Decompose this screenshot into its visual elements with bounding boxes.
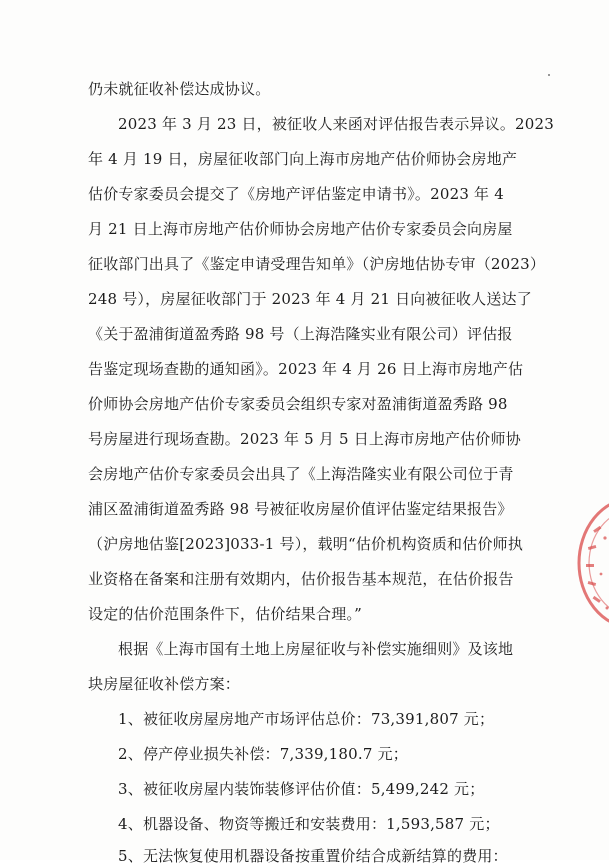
text-line-9: 告鉴定现场查勘的通知函》。2023 年 4 月 26 日上海市房地产估 (88, 360, 524, 378)
text-line-11: 号房屋进行现场查勘。2023 年 5 月 5 日上海市房地产估价师协 (88, 430, 521, 448)
text-line-2: 2023 年 3 月 23 日，被征收人来函对评估报告表示异议。2023 (118, 115, 555, 133)
list-item-4: 4、机器设备、物资等搬迁和安装费用：1,593,587 元； (118, 815, 500, 833)
text-line-4: 估价专家委员会提交了《房地产评估鉴定申请书》。2023 年 4 (88, 185, 504, 203)
list-item-3: 3、被征收房屋内装饰装修评估价值：5,499,242 元； (118, 780, 485, 798)
text-line-16: 设定的估价范围条件下，估价结果合理。” (88, 605, 362, 623)
text-line-10: 价师协会房地产估价专家委员会组织专家对盈浦街道盈秀路 98 (88, 395, 508, 413)
text-line-17: 根据《上海市国有土地上房屋征收与补偿实施细则》及该地 (118, 640, 514, 658)
text-line-13: 浦区盈浦街道盈秀路 98 号被征收房屋价值评估鉴定结果报告》 (88, 500, 513, 518)
text-line-1: 仍未就征收补偿达成协议。 (88, 80, 271, 98)
text-line-6: 征收部门出具了《鉴定申请受理告知单》（沪房地估协专审（2023） (88, 255, 546, 273)
list-item-1: 1、被征收房屋房地产市场评估总价：73,391,807 元； (118, 710, 495, 728)
seal-stamp-icon (571, 488, 609, 638)
list-item-5: 5、无法恢复使用机器设备按重置价结合成新结算的费用： (118, 847, 508, 865)
text-line-12: 会房地产估价专家委员会出具了《上海浩隆实业有限公司位于青 (88, 465, 514, 483)
text-line-3: 年 4 月 19 日，房屋征收部门向上海市房地产估价师协会房地产 (88, 150, 518, 168)
text-line-15: 业资格在备案和注册有效期内，估价报告基本规范，在估价报告 (88, 570, 514, 588)
list-item-2: 2、停产停业损失补偿：7,339,180.7 元； (118, 745, 408, 763)
text-line-14: （沪房地估鉴[2023]033-1 号），载明“估价机构资质和估价师执 (88, 535, 524, 553)
text-line-18: 块房屋征收补偿方案： (88, 675, 241, 693)
text-line-7: 248 号），房屋征收部门于 2023 年 4 月 21 日向被征收人送达了 (88, 290, 532, 308)
scan-speck (548, 74, 550, 76)
text-line-8: 《关于盈浦街道盈秀路 98 号（上海浩隆实业有限公司）评估报 (88, 325, 513, 343)
text-line-5: 月 21 日上海市房地产估价师协会房地产估价专家委员会向房屋 (88, 220, 513, 238)
